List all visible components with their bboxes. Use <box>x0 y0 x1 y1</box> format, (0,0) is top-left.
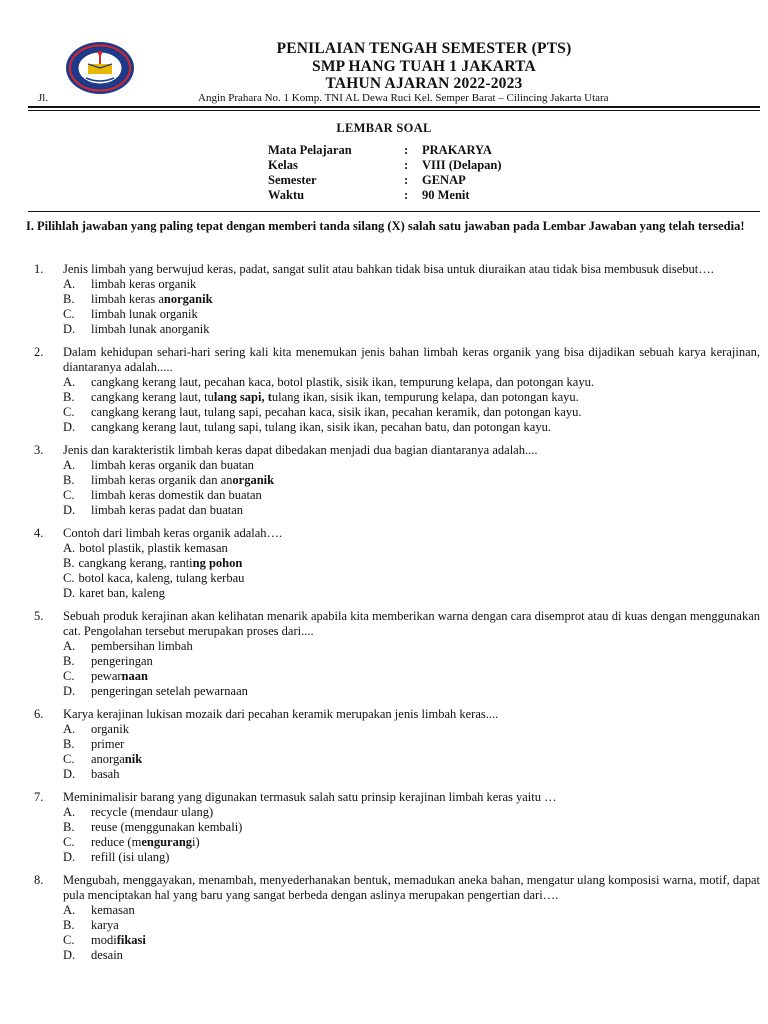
option-text: desain <box>91 948 123 962</box>
meta-row-semester <box>268 173 502 188</box>
question-item <box>34 262 760 337</box>
answer-option <box>63 503 760 518</box>
question-number: 6. <box>34 707 44 721</box>
option-text: limbah keras organik <box>91 277 197 291</box>
option-text: cangkang kerang laut, pecahan kaca, botol plastik, sisik ikan, tempurung kelapa, dan potongan kayu. <box>91 375 594 389</box>
option-text: basah <box>91 767 120 781</box>
option-letter: B. <box>63 473 75 487</box>
answer-option <box>63 820 760 835</box>
option-letter: A. <box>63 375 76 389</box>
answer-option <box>63 767 760 782</box>
option-text-bold: naan <box>121 669 148 683</box>
question-text: Dalam kehidupan sehari-hari sering kali kita menemukan jenis bahan limbah keras organik yang bisa dijadikan sebuah karya kerajinan, diantaranya adalah..... <box>63 345 760 374</box>
option-letter: A. <box>63 458 76 472</box>
option-text: pewarnaan <box>91 669 148 683</box>
question-item <box>34 345 760 435</box>
option-text: botol kaca, kaleng, tulang kerbau <box>78 571 245 585</box>
answer-option <box>63 473 760 488</box>
option-text-bold: ng pohon <box>192 556 243 570</box>
option-letter: B. <box>63 820 75 834</box>
meta-colon: : <box>404 158 409 172</box>
meta-row-class <box>268 158 502 173</box>
answer-options <box>63 277 760 337</box>
answer-option <box>63 307 760 322</box>
answer-option <box>63 654 760 669</box>
document-header <box>0 0 768 108</box>
answer-option <box>63 918 760 933</box>
option-text: recycle (mendaur ulang) <box>91 805 214 819</box>
meta-key: Semester <box>268 173 317 187</box>
option-letter: B. <box>63 292 75 306</box>
option-letter: C. <box>63 669 75 683</box>
option-text: cangkang kerang laut, tulang sapi, tulang ikan, sisik ikan, tempurung kelapa, dan potongan kayu. <box>91 390 579 404</box>
option-text: karet ban, kaleng <box>79 586 165 600</box>
meta-colon: : <box>404 143 409 157</box>
option-letter: D. <box>63 322 76 336</box>
question-item <box>34 526 760 601</box>
answer-option <box>63 292 760 307</box>
option-text: cangkang kerang, ranting pohon <box>78 556 243 570</box>
meta-row-time <box>268 188 502 203</box>
answer-option <box>63 586 760 601</box>
option-text: pembersihan limbah <box>91 639 193 653</box>
option-letter: A. <box>63 277 76 291</box>
option-letter: B. <box>63 556 75 570</box>
option-letter: C. <box>63 405 75 419</box>
answer-option <box>63 669 760 684</box>
instructions <box>26 219 760 234</box>
question-number: 7. <box>34 790 44 804</box>
option-text-bold: norganik <box>163 292 213 306</box>
question-number: 1. <box>34 262 44 276</box>
exam-meta <box>268 143 502 203</box>
option-text: kemasan <box>91 903 135 917</box>
option-text: limbah keras padat dan buatan <box>91 503 244 517</box>
answer-options <box>63 541 760 601</box>
section-number: I. <box>26 219 34 233</box>
question-number: 3. <box>34 443 44 457</box>
academic-year: TAHUN AJARAN 2022-2023 <box>325 75 523 92</box>
school-name: SMP HANG TUAH 1 JAKARTA <box>312 58 536 75</box>
answer-option <box>63 850 760 865</box>
option-text: refill (isi ulang) <box>91 850 170 864</box>
option-letter: D. <box>63 503 76 517</box>
answer-option <box>63 571 760 586</box>
meta-colon: : <box>404 188 409 202</box>
option-letter: C. <box>63 933 75 947</box>
option-letter: A. <box>63 722 76 736</box>
answer-option <box>63 488 760 503</box>
option-text: limbah keras anorganik <box>91 292 213 306</box>
option-text-bold: fikasi <box>116 933 146 947</box>
sheet-title: LEMBAR SOAL <box>336 121 432 135</box>
option-text: botol plastik, plastik kemasan <box>79 541 228 555</box>
school-address: Angin Prahara No. 1 Komp. TNI AL Dewa Ruci Kel. Semper Barat – Cilincing Jakarta Utara <box>198 92 609 104</box>
option-letter: A. <box>63 805 76 819</box>
question-item <box>34 609 760 699</box>
answer-options <box>63 458 760 518</box>
option-letter: A. <box>63 903 76 917</box>
question-item <box>34 707 760 782</box>
answer-option <box>63 639 760 654</box>
option-letter: B. <box>63 390 75 404</box>
answer-options <box>63 375 760 435</box>
option-letter: B. <box>63 737 75 751</box>
meta-key: Waktu <box>268 188 305 202</box>
option-letter: B. <box>63 918 75 932</box>
meta-key: Mata Pelajaran <box>268 143 352 157</box>
meta-key: Kelas <box>268 158 298 172</box>
answer-options <box>63 639 760 699</box>
option-text: limbah lunak organik <box>91 307 198 321</box>
option-text: pengeringan setelah pewarnaan <box>91 684 248 698</box>
option-letter: C. <box>63 307 75 321</box>
meta-value: GENAP <box>422 173 466 187</box>
answer-option <box>63 835 760 850</box>
answer-option <box>63 684 760 699</box>
answer-option <box>63 390 760 405</box>
option-letter: D. <box>63 684 76 698</box>
option-text: cangkang kerang laut, tulang sapi, pecahan kaca, sisik ikan, pecahan keramik, dan potongan kayu. <box>91 405 582 419</box>
header-divider-thick <box>28 106 760 108</box>
question-text: Mengubah, menggayakan, menambah, menyederhanakan bentuk, memadukan aneka bahan, mengatur ulang komposisi warna, motif, dapat pula menciptakan hal yang baru yang sangat berbeda dengan aslinya merupakan pengertian dari…. <box>63 873 760 902</box>
option-letter: C. <box>63 752 75 766</box>
option-text: reuse (menggunakan kembali) <box>91 820 243 834</box>
question-number: 5. <box>34 609 44 623</box>
option-letter: B. <box>63 654 75 668</box>
answer-option <box>63 805 760 820</box>
option-text: limbah lunak anorganik <box>91 322 210 336</box>
option-text: cangkang kerang laut, tulang sapi, tulang ikan, sisik ikan, pecahan batu, dan potongan kayu. <box>91 420 551 434</box>
option-letter: C. <box>63 835 75 849</box>
question-number: 2. <box>34 345 44 359</box>
option-letter: C. <box>63 571 75 585</box>
instruction-text: Pilihlah jawaban yang paling tepat dengan memberi tanda silang (X) salah satu jawaban pada Lembar Jawaban yang telah tersedia! <box>37 219 745 233</box>
option-text-bold: organik <box>232 473 275 487</box>
option-text: reduce (mengurangi) <box>91 835 200 849</box>
option-text: limbah keras organik dan anorganik <box>91 473 275 487</box>
meta-value: PRAKARYA <box>422 143 492 157</box>
option-text: karya <box>91 918 119 932</box>
answer-option <box>63 933 760 948</box>
answer-option <box>63 752 760 767</box>
option-text: limbah keras domestik dan buatan <box>91 488 262 502</box>
answer-option <box>63 722 760 737</box>
answer-options <box>63 722 760 782</box>
option-letter: A. <box>63 639 76 653</box>
answer-option <box>63 277 760 292</box>
question-text: Contoh dari limbah keras organik adalah…. <box>63 526 283 540</box>
question-number: 8. <box>34 873 44 887</box>
option-text-bold: lang sapi, t <box>213 390 272 404</box>
meta-row-subject <box>268 143 502 158</box>
option-text: primer <box>91 737 125 751</box>
option-text: modifikasi <box>91 933 146 947</box>
option-text: organik <box>91 722 129 736</box>
option-letter: D. <box>63 420 76 434</box>
option-letter: D. <box>63 767 76 781</box>
question-text: Meminimalisir barang yang digunakan termasuk salah satu prinsip kerajinan limbah keras yaitu … <box>63 790 557 804</box>
answer-option <box>63 420 760 435</box>
answer-option <box>63 903 760 918</box>
option-text-bold: nik <box>124 752 143 766</box>
meta-colon: : <box>404 173 409 187</box>
question-text: Karya kerajinan lukisan mozaik dari pecahan keramik merupakan jenis limbah keras.... <box>63 707 499 721</box>
answer-option <box>63 405 760 420</box>
meta-value: 90 Menit <box>422 188 470 202</box>
question-number: 4. <box>34 526 44 540</box>
option-text: pengeringan <box>91 654 153 668</box>
answer-option <box>63 541 760 556</box>
option-letter: C. <box>63 488 75 502</box>
answer-option <box>63 948 760 963</box>
header-divider-thin <box>28 110 760 111</box>
question-text: Sebuah produk kerajinan akan kelihatan menarik apabila kita memberikan warna dengan cara disemprot atau di kuas dengan menggunakan cat. Pengolahan tersebut merupakan proses dari.... <box>63 609 760 638</box>
meta-divider <box>28 211 760 212</box>
answer-option <box>63 375 760 390</box>
exam-title: PENILAIAN TENGAH SEMESTER (PTS) <box>276 40 572 57</box>
option-letter: D. <box>63 586 76 600</box>
question-list <box>34 262 760 971</box>
answer-options <box>63 805 760 865</box>
answer-option <box>63 458 760 473</box>
option-text: limbah keras organik dan buatan <box>91 458 254 472</box>
question-text: Jenis limbah yang berwujud keras, padat, sangat sulit atau bahkan tidak bisa untuk diuraikan atau tidak bisa membusuk disebut…. <box>63 262 714 276</box>
option-letter: D. <box>63 850 76 864</box>
question-item <box>34 443 760 518</box>
question-item <box>34 790 760 865</box>
option-text: anorganik <box>91 752 143 766</box>
address-prefix: Jl. <box>38 92 49 104</box>
option-letter: A. <box>63 541 76 555</box>
answer-option <box>63 322 760 337</box>
answer-options <box>63 903 760 963</box>
meta-value: VIII (Delapan) <box>422 158 502 172</box>
question-item <box>34 873 760 963</box>
option-letter: D. <box>63 948 76 962</box>
answer-option <box>63 737 760 752</box>
answer-option <box>63 556 760 571</box>
option-text-bold: engurang <box>141 835 193 849</box>
question-text: Jenis dan karakteristik limbah keras dapat dibedakan menjadi dua bagian diantaranya adalah.... <box>63 443 538 457</box>
